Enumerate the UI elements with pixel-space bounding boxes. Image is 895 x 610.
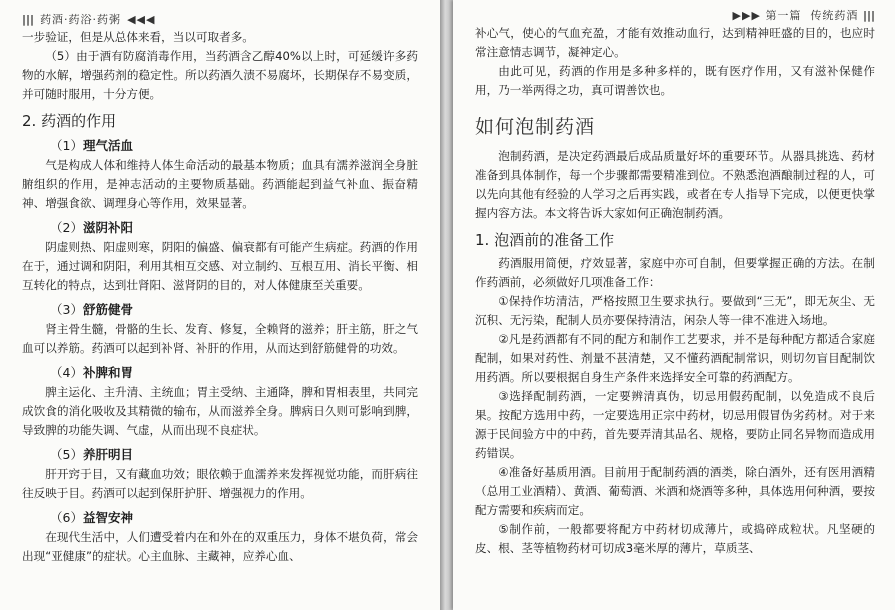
book-gutter — [440, 0, 453, 610]
paragraph: 补心气，使心的气血充盈，才能有效推动血行，达到精神旺盛的目的，也应时常注意情志调节，凝神定心。 — [475, 26, 875, 59]
subsection-heading: （5）养肝明目 — [50, 447, 133, 462]
subsection-heading: （2）滋阴补阳 — [50, 220, 133, 235]
left-running-head — [22, 10, 418, 28]
paragraph: 药酒服用简便，疗效显著，家庭中亦可自制，但要掌握正确的方法。在制作药酒前，必须做好几项准备工作： — [475, 256, 875, 289]
paragraph: 阴虚则热、阳虚则寒，阴阳的偏盛、偏衰都有可能产生病症。药酒的作用在于，通过调和阴阳，利用其相互交感、对立制约、互根互用、消长平衡、相互转化的特点，达到壮肾阳、滋肾阴的目的，对人体健康至关重要。 — [22, 240, 418, 292]
paragraph: 肝开窍于目，又有藏血功效；眼依赖于血濡养来发挥视觉功能，而肝病往往反映于目。药酒可以起到保肝护肝、增强视力的作用。 — [22, 467, 418, 500]
running-head-bars: ||| — [22, 12, 35, 26]
running-head-bars: ||| — [862, 8, 875, 22]
right-page — [453, 0, 895, 610]
paragraph: ②凡是药酒都有不同的配方和制作工艺要求，并不是每种配方都适合家庭配制，如果对药性、剂量不甚清楚，又不懂药酒配制常识，则切勿盲目配制饮用药酒。所以要根据自身生产条件来选择安全可靠的药酒配方。 — [475, 332, 875, 384]
paragraph: 一步验证，但是从总体来看，当以可取者多。 — [22, 30, 254, 44]
running-head-arrows: ◀◀◀ — [127, 12, 156, 26]
chapter-title: 如何泡制药酒 — [475, 116, 596, 138]
running-head-title: 传统药酒 — [810, 9, 859, 22]
left-page — [0, 0, 440, 610]
running-head-arrows: ▶▶▶ — [732, 8, 761, 22]
paragraph: ④准备好基质用酒。目前用于配制药酒的酒类，除白酒外，还有医用酒精（总用工业酒精）、黄酒、葡萄酒、米酒和烧酒等多种，具体选用何种酒，要按配方需要和疾病而定。 — [475, 465, 875, 517]
subsection-heading: （3）舒筋健骨 — [50, 302, 133, 317]
paragraph: 脾主运化、主升清、主统血；胃主受纳、主通降，脾和胃相表里，共同完成饮食的消化吸收及其精微的输布，从而滋养全身。脾病日久则可影响到脾，导致脾的功能失调、气虚，从而出现不良症状。 — [22, 385, 418, 437]
section-title: 2. 药酒的作用 — [22, 112, 117, 130]
paragraph: 泡制药酒，是决定药酒最后成品质量好坏的重要环节。从器具挑选、药材准备到具体制作，每一个步骤都需要精准到位。不熟悉泡酒酿制过程的人，可以先向其他有经验的人学习之后再实践，或者在专人指导下完成，以便更快掌握内容方法。本文将告诉大家如何正确泡制药酒。 — [475, 149, 875, 220]
subsection-heading: （4）补脾和胃 — [50, 365, 133, 380]
running-head-title: 药酒·药浴·药粥 — [40, 13, 122, 26]
paragraph: 气是构成人体和维持人体生命活动的最基本物质；血具有濡养滋润全身脏腑组织的作用，是神志活动的主要物质基础。药酒能起到益气补血、振奋精神、增强食欲、调理身心等作用，效果显著。 — [22, 158, 418, 210]
paragraph: 在现代生活中，人们遭受着内在和外在的双重压力，身体不堪负荷，常会出现“亚健康”的症状。心主血脉、主藏神，应养心血、 — [22, 530, 418, 563]
paragraph: （5）由于酒有防腐消毒作用，当药酒含乙醇40%以上时，可延缓许多药物的水解，增强药剂的稳定性。所以药酒久渍不易腐坏，长期保存不易变质，并可随时服用，十分方便。 — [22, 49, 418, 101]
paragraph: 由此可见，药酒的作用是多种多样的，既有医疗作用，又有滋补保健作用，乃一举两得之功，真可谓善饮也。 — [475, 64, 875, 97]
subsection-heading: （1）理气活血 — [50, 138, 133, 153]
subsection-heading: （6）益智安神 — [50, 510, 133, 525]
section-title: 1. 泡酒前的准备工作 — [475, 231, 615, 249]
paragraph: ③选择配制药酒，一定要辨清真伪，切忌用假药配制，以免造成不良后果。按配方选用中药，一定要选用正宗中药材，切忌用假冒伪劣药材。对于来源于民间验方中的中药，首先要弄清其品名、规格，要防止同名异物而造成用药错误。 — [475, 389, 875, 460]
paragraph: 肾主骨生髓，骨骼的生长、发育、修复，全赖肾的滋养；肝主筋，肝之气血可以养筋。药酒可以起到补肾、补肝的作用，从而达到舒筋健骨的功效。 — [22, 322, 418, 355]
running-head-chapter: 第一篇 — [765, 9, 802, 22]
paragraph: ⑤制作前，一般都要将配方中药材切成薄片，或捣碎成粒状。凡坚硬的皮、根、茎等植物药材可切成3毫米厚的薄片，草质茎、 — [475, 522, 875, 555]
paragraph: ①保持作坊清洁，严格按照卫生要求执行。要做到“三无”，即无灰尘、无沉积、无污染，配制人员亦要保持清洁，闲杂人等一律不准进入场地。 — [475, 294, 875, 327]
right-running-head — [475, 6, 875, 24]
